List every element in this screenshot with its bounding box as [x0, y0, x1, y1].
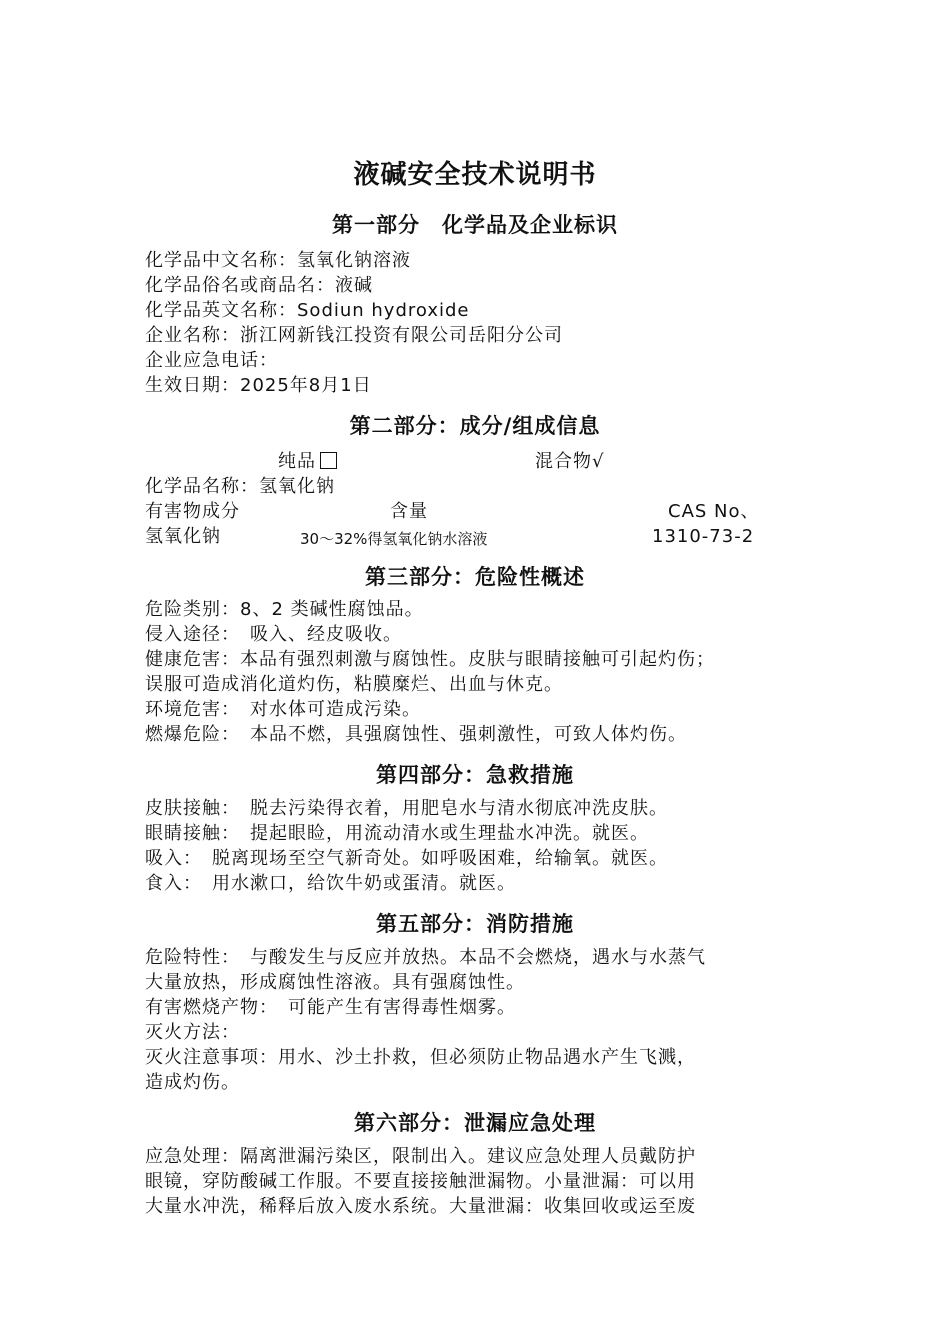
ingestion: 食入： 用水漱口，给饮牛奶或蛋清。就医。: [145, 873, 516, 894]
header-content: 含量: [390, 501, 428, 522]
chemical-cn-name: 化学品中文名称：氢氧化钠溶液: [145, 250, 411, 271]
emergency-handling-cont-2: 大量水冲洗，稀释后放入废水系统。大量泄漏：收集回收或运至废: [145, 1196, 696, 1217]
section-5-heading: 第五部分：消防措施: [376, 911, 574, 936]
health-hazard-cont: 误服可造成消化道灼伤，粘膜糜烂、出血与休克。: [145, 674, 563, 695]
chemical-en-name: 化学品英文名称：Sodiun hydroxide: [145, 300, 470, 321]
extinguishing-notes-cont: 造成灼伤。: [145, 1072, 240, 1093]
document-title: 液碱安全技术说明书: [353, 160, 597, 190]
fire-explosion-hazard: 燃爆危险： 本品不燃，具强腐蚀性、强刺激性，可致人体灼伤。: [145, 724, 687, 745]
mixture-label: 混合物√: [535, 451, 605, 472]
section-4-heading: 第四部分：急救措施: [376, 762, 574, 787]
pure-option: [278, 450, 337, 474]
hazard-characteristics: 危险特性： 与酸发生与反应并放热。本品不会燃烧，遇水与水蒸气: [145, 947, 706, 968]
hazard-characteristics-cont: 大量放热，形成腐蚀性溶液。具有强腐蚀性。: [145, 972, 525, 993]
chemical-name: 化学品名称：氢氧化钠: [145, 476, 335, 497]
row-content: 30～32%得氢氧化钠水溶液: [300, 530, 488, 548]
pure-checkbox: [320, 452, 337, 469]
chemical-common-name: 化学品俗名或商品名：液碱: [145, 275, 373, 296]
section-6-heading: 第六部分：泄漏应急处理: [354, 1110, 596, 1135]
section-3-heading: 第三部分：危险性概述: [365, 564, 585, 589]
row-component: 氢氧化钠: [145, 526, 221, 547]
health-hazard: 健康危害：本品有强烈刺激与腐蚀性。皮肤与眼睛接触可引起灼伤；: [145, 649, 715, 670]
effective-date: 生效日期：2025年8月1日: [145, 375, 372, 396]
row-cas: 1310-73-2: [652, 526, 755, 547]
eye-contact: 眼睛接触： 提起眼睑，用流动清水或生理盐水冲洗。就医。: [145, 823, 649, 844]
skin-contact: 皮肤接触： 脱去污染得衣着，用肥皂水与清水彻底冲洗皮肤。: [145, 798, 668, 819]
combustion-products: 有害燃烧产物： 可能产生有害得毒性烟雾。: [145, 997, 516, 1018]
entry-route: 侵入途径： 吸入、经皮吸收。: [145, 624, 402, 645]
environment-hazard: 环境危害： 对水体可造成污染。: [145, 699, 421, 720]
emergency-handling: 应急处理：隔离泄漏污染区，限制出入。建议应急处理人员戴防护: [145, 1146, 696, 1167]
emergency-handling-cont-1: 眼镜，穿防酸碱工作服。不要直接接触泄漏物。小量泄漏：可以用: [145, 1171, 696, 1192]
company-name: 企业名称：浙江网新钱江投资有限公司岳阳分公司: [145, 325, 563, 346]
extinguishing-notes: 灭火注意事项：用水、沙土扑救，但必须防止物品遇水产生飞溅，: [145, 1047, 696, 1068]
inhalation: 吸入： 脱离现场至空气新奇处。如呼吸困难，给输氧。就医。: [145, 848, 668, 869]
extinguishing-method: 灭火方法：: [145, 1022, 240, 1043]
section-2-heading: 第二部分：成分/组成信息: [349, 413, 601, 438]
header-cas: CAS No、: [668, 501, 760, 522]
emergency-phone: 企业应急电话：: [145, 350, 278, 371]
hazard-class: 危险类别：8、2 类碱性腐蚀品。: [145, 599, 424, 620]
section-1-heading: 第一部分 化学品及企业标识: [332, 212, 618, 237]
pure-label: 纯品: [278, 451, 316, 472]
header-component: 有害物成分: [145, 501, 240, 522]
